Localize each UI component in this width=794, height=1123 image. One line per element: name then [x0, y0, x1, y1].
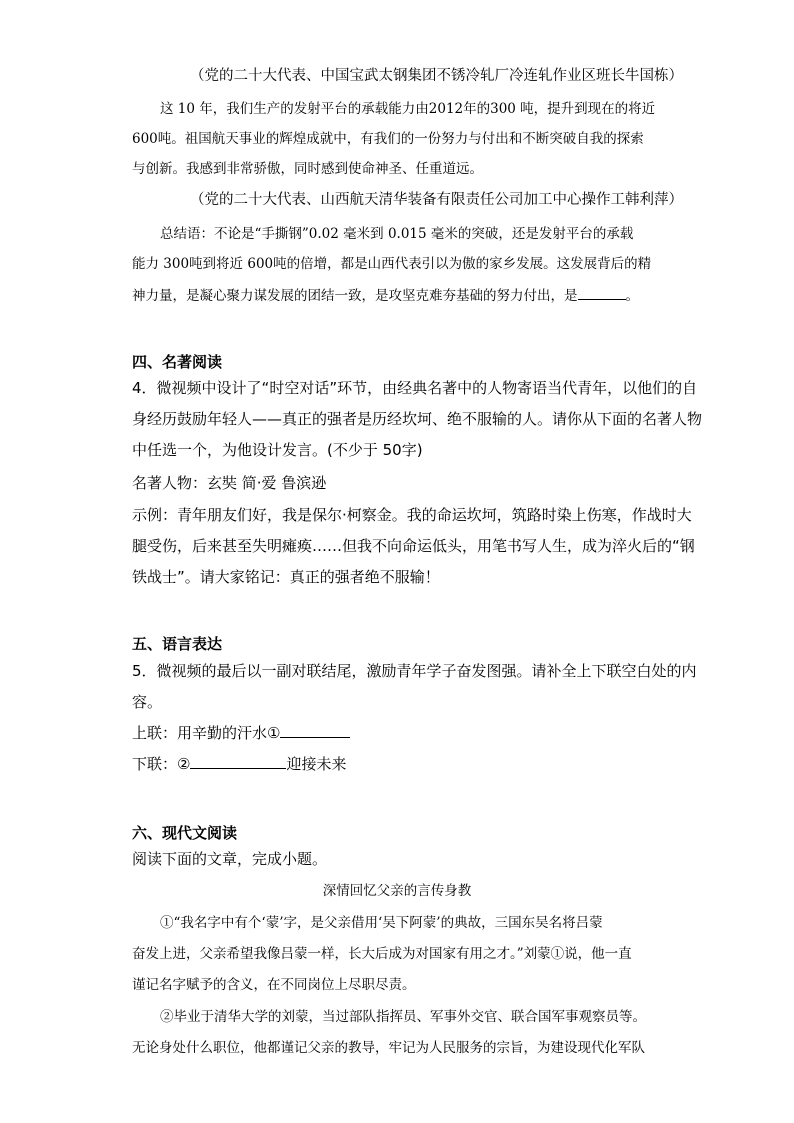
article-paragraph-line: ①“我名字中有个‘蒙’字，是父亲借用‘吴下阿蒙’的典故，三国东吴名将吕蒙: [160, 915, 603, 931]
article-paragraph-line: 奋发上进，父亲希望我像吕蒙一样，长大后成为对国家有用之才。”刘蒙①说，他一直: [132, 946, 632, 962]
article-paragraph-line: ②毕业于清华大学的刘蒙，当过部队指挥员、军事外交官、联合国军事观察员等。: [160, 1009, 646, 1025]
classic-characters: 名著人物：玄奘 简·爱 鲁滨逊: [132, 474, 327, 492]
question-4-line: 4．微视频中设计了“时空对话”环节，由经典名著中的人物寄语当代青年，以他们的自: [132, 379, 698, 397]
example-line: 铁战士”。请大家铭记：真正的强者绝不服输！: [132, 568, 440, 586]
question-4-line: 身经历鼓励年轻人——真正的强者是历经坎坷、绝不服输的人。请你从下面的名著人物: [132, 410, 703, 428]
article-title: 深情回忆父亲的言传身教: [322, 883, 472, 899]
summary-line-with-blank: [132, 285, 639, 306]
summary-line-text: 神力量，是凝心聚力谋发展的团结一致，是攻坚克难夯基础的努力付出，是: [132, 288, 578, 304]
upper-couplet: [132, 723, 350, 743]
answer-blank[interactable]: [578, 285, 626, 300]
summary-line: 总结语：不论是“手撕钢”0.02 毫米到 0.015 毫米的突破，还是发射平台的承载: [160, 226, 634, 242]
section-heading-6: 六、现代文阅读: [132, 824, 238, 842]
summary-line: 能力 300吨到将近 600吨的倍增，都是山西代表引以为傲的家乡发展。这发展背后的精: [132, 256, 652, 272]
attribution-niu-guodong: （党的二十大代表、中国宝武太钢集团不锈冷轧厂冷连轧作业区班长牛国栋）: [190, 68, 683, 84]
reading-instruction: 阅读下面的文章，完成小题。: [132, 850, 328, 868]
summary-line-end: 。: [625, 288, 639, 304]
quote-paragraph-line: 与创新。我感到非常骄傲，同时感到使命神圣、任重道远。: [132, 161, 483, 177]
section-heading-4: 四、名著阅读: [132, 353, 223, 371]
attribution-han-liping: （党的二十大代表、山西航天清华装备有限责任公司加工中心操作工韩利萍）: [190, 192, 683, 208]
article-paragraph-line: 无论身处什么职位，他都谨记父亲的教导，牢记为人民服务的宗旨，为建设现代化军队: [132, 1040, 645, 1056]
section-heading-5: 五、语言表达: [132, 635, 223, 653]
quote-paragraph-line: 这 10 年，我们生产的发射平台的承载能力由2012年的300 吨，提升到现在的将近: [160, 101, 656, 117]
lower-couplet-tail: 迎接未来: [286, 755, 347, 773]
question-5-line: 5．微视频的最后以一副对联结尾，激励青年学子奋发图强。请补全上下联空白处的内: [132, 662, 697, 680]
answer-blank-2[interactable]: [190, 754, 286, 769]
question-4-line: 中任选一个，为他设计发言。(不少于 50字): [132, 441, 423, 459]
question-5-line: 容。: [132, 693, 163, 711]
lower-couplet: [132, 754, 346, 774]
quote-paragraph-line: 600吨。祖国航天事业的辉煌成就中，有我们的一份努力与付出和不断突破自我的探索: [132, 131, 644, 147]
lower-couplet-label: 下联：②: [132, 755, 191, 773]
answer-blank-1[interactable]: [280, 723, 350, 738]
example-line: 腿受伤，后来甚至失明瘫痪……但我不向命运低头，用笔书写人生，成为淬火后的“钢: [132, 537, 695, 555]
upper-couplet-label: 上联：用辛勤的汗水①: [132, 724, 281, 742]
article-paragraph-line: 谨记名字赋予的含义，在不同岗位上尽职尽责。: [132, 977, 416, 993]
example-line: 示例：青年朋友们好，我是保尔·柯察金。我的命运坎坷，筑路时染上伤寒，作战时大: [132, 506, 692, 524]
